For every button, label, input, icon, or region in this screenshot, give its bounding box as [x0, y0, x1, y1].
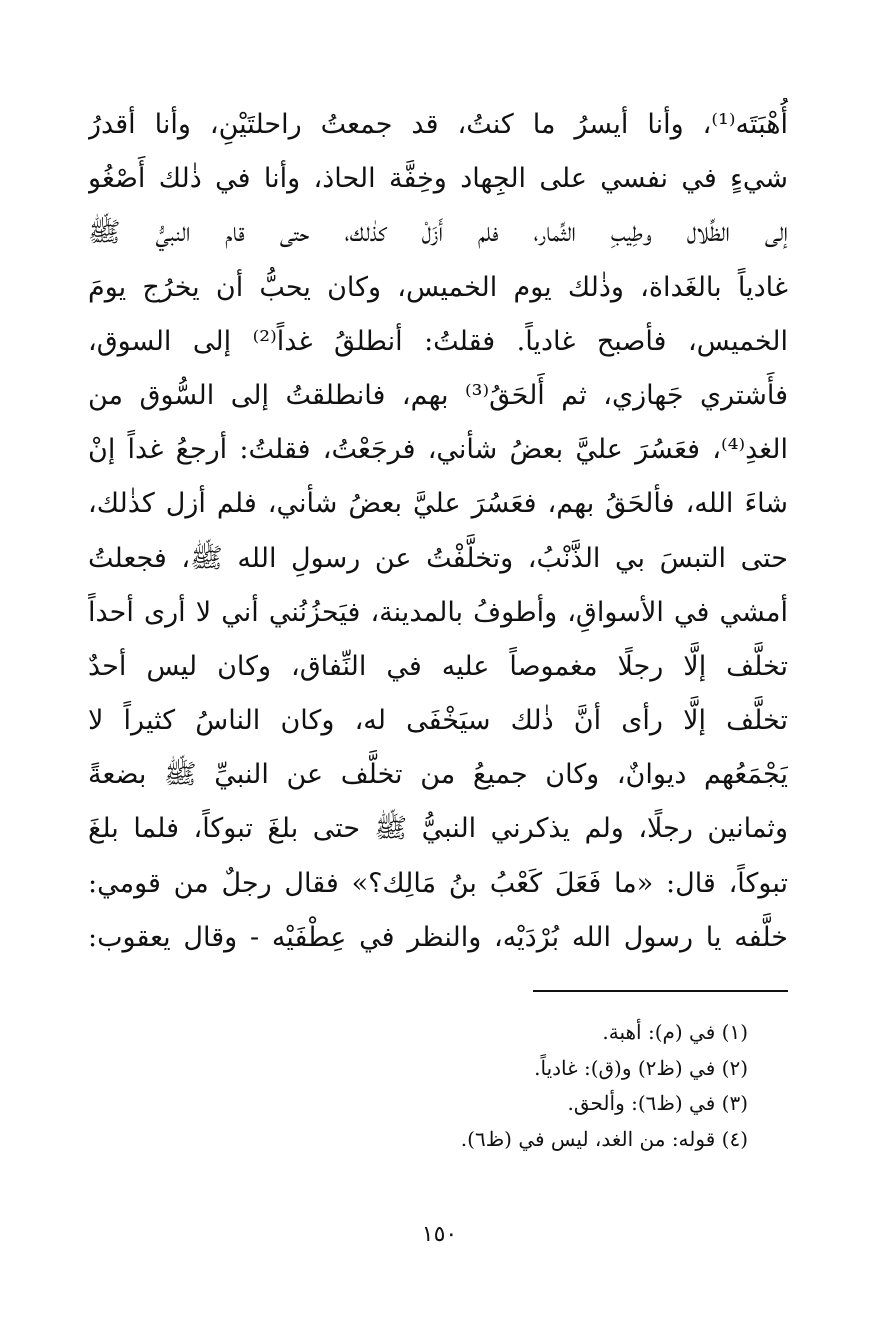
text-line: تخلَّف إلَّا رأى أنَّ ذٰلك سيَخْفَى له، وكان الناسُ كثيراً لا: [88, 705, 788, 737]
footnote-2: (٢) في (ظ٢) و(ق): غادياً.: [534, 1055, 748, 1080]
footnote-3: (٣) في (ظ٦): وألحق.: [567, 1091, 748, 1115]
footnote-separator: [533, 990, 788, 992]
page-number: ١٥٠: [421, 1222, 458, 1247]
text-line: أمشي في الأسواقِ، وأطوفُ بالمدينة، فيَحزُنُني أني لا أرى أحداً: [88, 596, 788, 628]
text-line: تبوكاً، قال: «ما فَعَلَ كَعْبُ بنُ مَالِك؟» فقال رجلٌ من قومي:: [88, 867, 788, 899]
footnotes: [88, 1015, 748, 1157]
text-line: شيءٍ في نفسي على الجِهاد وخِفَّة الحاذ، وأنا في ذٰلك أَصْغُو: [88, 163, 788, 195]
text-line: وثمانين رجلًا، ولم يذكرني النبيُّ ﷺ حتى بلغَ تبوكاً، فلما بلغَ: [88, 813, 788, 845]
text-line: شاءَ الله، فألحَقُ بهم، فعَسُرَ عليَّ بعضُ شأني، فلم أزل كذٰلك،: [88, 488, 788, 520]
footnote-4: (٤) قوله: من الغد، ليس في (ظ٦).: [460, 1126, 748, 1151]
text-line: الخميس، فأصبح غادياً. فقلتُ: أنطلقُ غداً⁽²⁾ إلى السوق،: [88, 325, 788, 357]
text-line: يَجْمَعُهم ديوانٌ، وكان جميعُ من تخلَّف عن النبيِّ ﷺ بضعةً: [88, 759, 788, 791]
footnote-1: (١) في (م): أهبة.: [602, 1020, 748, 1044]
main-text: [88, 98, 788, 965]
text-line: حتى التبسَ بي الذَّنْبُ، وتخلَّفْتُ عن رسولِ الله ﷺ، فجعلتُ: [88, 542, 788, 574]
text-line: الغدِ⁽⁴⁾، فعَسُرَ عليَّ بعضُ شأني، فرجَعْتُ، فقلتُ: أرجعُ غداً إنْ: [88, 434, 788, 466]
text-line: إلى الظِّلال وطِيبِ الثِّمار، فلم أَزَلْ كذٰلك، حتى قام النبيُّ ﷺ: [88, 217, 788, 249]
text-line: أُهْبَتَه⁽¹⁾، وأنا أيسرُ ما كنتُ، قد جمعتُ راحلتَيْنِ، وأنا أقدرُ: [88, 109, 788, 140]
text-line: فأَشتري جَهازي، ثم أَلحَقُ⁽³⁾ بهم، فانطلقتُ إلى السُّوق من: [88, 379, 788, 411]
text-line: تخلَّف إلَّا رجلًا مغموصاً عليه في النِّفاق، وكان ليس أحدٌ: [88, 650, 788, 682]
text-line: خلَّفه يا رسول الله بُرْدَيْه، والنظر في عِطْفَيْه - وقال يعقوب:: [88, 921, 788, 953]
text-line: غادياً بالغَداة، وذٰلك يوم الخميس، وكان يحبُّ أن يخرُج يومَ: [88, 271, 788, 303]
